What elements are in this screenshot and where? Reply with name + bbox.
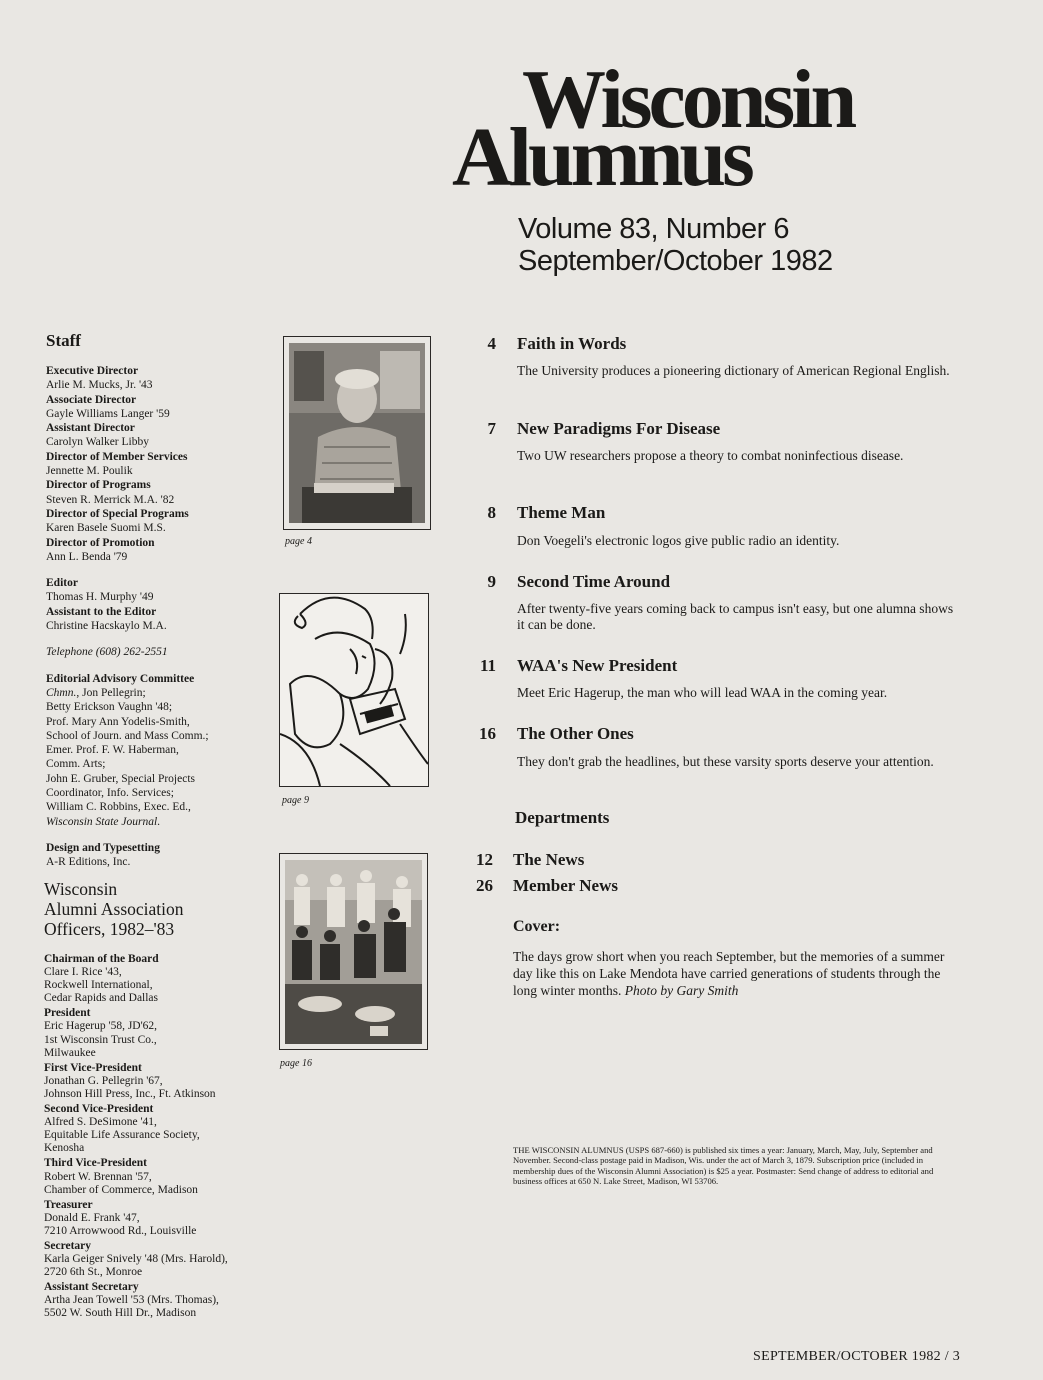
cover-text <box>513 948 953 999</box>
officer-line: Karla Geiger Snively '48 (Mrs. Harold), <box>44 1253 228 1266</box>
staff-entry <box>46 393 286 422</box>
committee-line: Coordinator, Info. Services; <box>46 787 174 800</box>
officer-line: Eric Hagerup '58, JD'62, <box>44 1020 158 1033</box>
staff-name: Jennette M. Poulik <box>46 465 133 478</box>
staff-list <box>46 364 286 870</box>
staff-role: Director of Programs <box>46 479 151 492</box>
officer-line: Clare I. Rice '43, <box>44 966 122 979</box>
officer-line: Equitable Life Assurance Society, <box>44 1129 200 1142</box>
officer-line: Chamber of Commerce, Madison <box>44 1183 198 1196</box>
dept-page-number: 26 <box>476 876 493 895</box>
committee-line: Prof. Mary Ann Yodelis-Smith, <box>46 715 190 728</box>
staff-name: Gayle Williams Langer '59 <box>46 407 170 420</box>
staff-role: Director of Member Services <box>46 450 188 463</box>
officer-role: President <box>44 1007 91 1020</box>
staff-name: Carolyn Walker Libby <box>46 436 149 449</box>
departments-heading: Departments <box>515 808 610 827</box>
officer-line: 2720 6th St., Monroe <box>44 1266 143 1279</box>
asst-editor-role: Assistant to the Editor <box>46 605 157 618</box>
toc-description: Don Voegeli's electronic logos give public radio an identity. <box>517 533 840 548</box>
photo-credit: Photo by Gary Smith <box>624 983 739 998</box>
toc-title[interactable]: Second Time Around <box>517 572 671 591</box>
officer-role: Treasurer <box>44 1198 93 1211</box>
staff-role: Assistant Director <box>46 422 135 435</box>
illustration-icon <box>280 594 428 786</box>
officer-line: Milwaukee <box>44 1046 96 1059</box>
staff-entry <box>46 478 286 507</box>
toc-title[interactable]: The Other Ones <box>517 724 634 743</box>
toc-page-number: 9 <box>487 572 496 591</box>
toc-description: Two UW researchers propose a theory to combat noninfectious disease. <box>517 448 904 463</box>
cover-heading: Cover: <box>513 918 561 935</box>
staff-entry <box>46 421 286 450</box>
volume-info <box>518 213 833 277</box>
toc-title[interactable]: Faith in Words <box>517 334 627 353</box>
portrait-photo-icon <box>284 337 430 529</box>
committee-line <box>46 686 286 700</box>
toc-description: They don't grab the headlines, but these varsity sports deserve your attention. <box>517 754 934 769</box>
committee-line: School of Journ. and Mass Comm.; <box>46 729 209 742</box>
toc-page-number: 16 <box>479 724 496 743</box>
staff-heading: Staff <box>46 331 81 350</box>
committee-line: Betty Erickson Vaughn '48; <box>46 701 173 714</box>
thumbnail-page-9[interactable] <box>279 593 429 787</box>
dept-page-number: 12 <box>476 850 493 869</box>
staff-role: Director of Special Programs <box>46 507 189 520</box>
officer-line: Jonathan G. Pellegrin '67, <box>44 1074 163 1087</box>
editor-role: Editor <box>46 577 78 590</box>
staff-role: Director of Promotion <box>46 536 155 549</box>
officers-heading-line: Wisconsin <box>44 879 118 899</box>
officer-role: Third Vice-President <box>44 1157 147 1170</box>
telephone-text: Telephone (608) 262-2551 <box>46 646 168 659</box>
officer-role: Secretary <box>44 1239 92 1252</box>
toc-title[interactable]: WAA's New President <box>517 656 678 675</box>
officer-role: First Vice-President <box>44 1061 142 1074</box>
issue-date: September/October 1982 <box>518 245 833 277</box>
toc-title[interactable]: Theme Man <box>517 503 606 522</box>
group-photo-icon <box>280 854 427 1049</box>
officer-line: Donald E. Frank '47, <box>44 1211 140 1224</box>
officer-line: Rockwell International, <box>44 979 153 992</box>
officer-role: Assistant Secretary <box>44 1281 139 1294</box>
toc-description: After twenty-five years coming back to campus isn't easy, but one alumna shows it can be done. <box>517 601 954 632</box>
toc-description: The University produces a pioneering dictionary of American Regional English. <box>517 363 950 378</box>
officers-heading <box>44 879 244 939</box>
officers-heading-line: Officers, 1982–'83 <box>44 919 175 939</box>
committee-line: William C. Robbins, Exec. Ed., <box>46 801 191 814</box>
toc-page-number: 8 <box>487 503 496 522</box>
staff-entry <box>46 450 286 479</box>
page-folio: SEPTEMBER/OCTOBER 1982 / 3 <box>753 1349 961 1364</box>
committee-line: Comm. Arts; <box>46 758 106 771</box>
design-name: A-R Editions, Inc. <box>46 856 131 869</box>
toc-page-number: 7 <box>487 419 496 438</box>
toc-page-number: 11 <box>479 656 496 675</box>
caption-page-9: page 9 <box>282 795 309 806</box>
committee-chmn: Chmn. <box>46 686 77 699</box>
officer-line: Cedar Rapids and Dallas <box>44 992 159 1005</box>
officers-heading-line: Alumni Association <box>44 899 184 919</box>
officer-line: Alfred S. DeSimone '41, <box>44 1116 157 1129</box>
volume-number: Volume 83, Number 6 <box>518 213 789 245</box>
committee-role: Editorial Advisory Committee <box>46 672 195 685</box>
officer-line: Robert W. Brennan '57, <box>44 1170 152 1183</box>
caption-page-16: page 16 <box>280 1058 312 1069</box>
officer-line: Johnson Hill Press, Inc., Ft. Atkinson <box>44 1087 216 1100</box>
toc-description: Meet Eric Hagerup, the man who will lead WAA in the coming year. <box>517 685 888 700</box>
committee-line: John E. Gruber, Special Projects <box>46 772 196 785</box>
toc-page-number: 4 <box>487 334 496 353</box>
staff-role: Executive Director <box>46 365 139 377</box>
staff-name: Karen Basele Suomi M.S. <box>46 522 166 535</box>
committee-line: Wisconsin State Journal. <box>46 815 161 828</box>
cover-description: The days grow short when you reach September, but the memories of a summer day like this on Lake Mendota have carried generations of students through the long winter months. <box>513 949 945 998</box>
officer-line: Kenosha <box>44 1142 85 1155</box>
officer-line: 5502 W. South Hill Dr., Madison <box>44 1307 197 1320</box>
asst-editor-name: Christine Hacskaylo M.A. <box>46 620 167 633</box>
officer-line: Artha Jean Towell '53 (Mrs. Thomas), <box>44 1294 219 1307</box>
officer-role: Second Vice-President <box>44 1103 154 1116</box>
committee-last: Wisconsin State Journal <box>46 815 158 828</box>
officer-line: 7210 Arrowwood Rd., Louisville <box>44 1224 197 1237</box>
officer-line: 1st Wisconsin Trust Co., <box>44 1033 157 1046</box>
staff-entry <box>46 507 286 536</box>
editor-name: Thomas H. Murphy '49 <box>46 591 154 604</box>
officers-list <box>44 951 274 1321</box>
caption-page-4: page 4 <box>285 536 312 547</box>
design-role: Design and Typesetting <box>46 841 160 854</box>
staff-entry <box>46 364 286 393</box>
officer-role: Chairman of the Board <box>44 953 159 965</box>
staff-role: Associate Director <box>46 393 137 406</box>
masthead-wisconsin: Wisconsin <box>522 53 854 146</box>
staff-name: Steven R. Merrick M.A. '82 <box>46 493 175 506</box>
committee-chair-name: , Jon Pellegrin; <box>76 686 146 699</box>
staff-name: Arlie M. Mucks, Jr. '43 <box>46 379 153 392</box>
committee-line: Emer. Prof. F. W. Haberman, <box>46 744 179 757</box>
staff-name: Ann L. Benda '79 <box>46 550 128 563</box>
dept-title[interactable]: The News <box>513 850 585 869</box>
dept-title[interactable]: Member News <box>513 876 618 895</box>
toc-title[interactable]: New Paradigms For Disease <box>517 419 721 438</box>
thumbnail-page-16[interactable] <box>279 853 428 1050</box>
publication-info: THE WISCONSIN ALUMNUS (USPS 687-660) is published six times a year: January, March, May, July, September and November. Second-class postage paid in Madison, Wis. under the act of March 3, 1879. Subscription price (included in membership dues of the Wisconsin Alumni Association) is $25 a year. Postmaster: Send change of address to editorial and business offices at 650 N. Lake Street, Madison, WI 53706. <box>513 1145 934 1187</box>
staff-entry <box>46 536 286 565</box>
thumbnail-page-4[interactable] <box>283 336 431 530</box>
telephone <box>46 645 286 659</box>
masthead-alumnus: Alumnus <box>452 111 751 204</box>
